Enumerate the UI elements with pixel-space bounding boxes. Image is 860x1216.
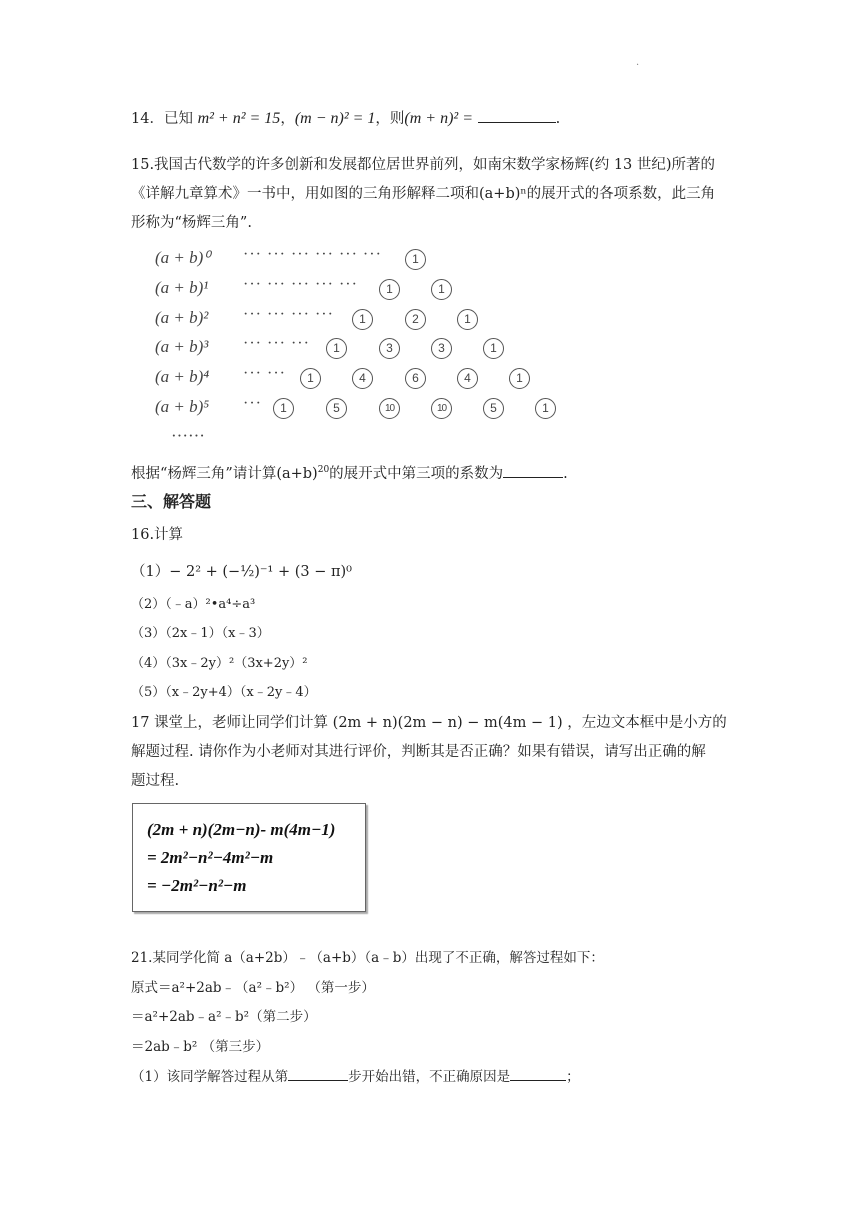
- q21-line-1: 21.某同学化简 a（a+2b）﹣（a+b）（a﹣b）出现了不正确，解答过程如下：: [131, 950, 604, 966]
- q17-line-3: 题过程.: [131, 773, 180, 789]
- coefficient-circle: 1: [300, 368, 321, 389]
- coefficient-circle: 1: [273, 398, 294, 419]
- q14-equation-2: (m − n)² = 1: [294, 110, 376, 127]
- solution-line: = 2m²−n²−4m²−m: [147, 848, 274, 867]
- triangle-ellipsis: ······: [171, 426, 205, 445]
- solution-textbox: [132, 803, 366, 912]
- triangle-row-label: (a + b)¹: [155, 278, 209, 297]
- q17-line-2: 解题过程. 请你作为小老师对其进行评价，判断其是否正确？如果有错误，请写出正确的解: [131, 744, 706, 760]
- coefficient-circle: 4: [457, 368, 478, 389]
- triangle-row-label: (a + b)⁵: [155, 397, 210, 416]
- q15-question-end: .: [563, 466, 568, 482]
- q14-separator-2: ，则: [375, 111, 405, 127]
- coefficient-circle: 10: [379, 398, 400, 419]
- q14-end: .: [555, 111, 561, 127]
- question-14: [131, 108, 560, 129]
- q21-line-5-mid: 步开始出错，不正确原因是: [348, 1069, 511, 1085]
- page-mark: ·: [636, 60, 640, 71]
- q16-item-5: （5）（x﹣2y+4）（x﹣2y﹣4）: [131, 685, 317, 700]
- coefficient-circle: 3: [379, 338, 400, 359]
- q15-line-2: 《详解九章算术》一书中，用如图的三角形解释二项和(a+b)ⁿ的展开式的各项系数，此三角: [131, 186, 716, 202]
- q16-item-3: （3）（2x﹣1）（x﹣3）: [131, 626, 270, 641]
- q16-item-1: （1）− 2² + (−½)⁻¹ + (3 − π)⁰: [131, 564, 352, 580]
- coefficient-circle: 6: [405, 368, 426, 389]
- coefficient-circle: 5: [483, 398, 504, 419]
- q15-question-pre: 根据“杨辉三角”请计算(a+b): [131, 466, 318, 482]
- q21-step-blank: [288, 1066, 348, 1081]
- coefficient-circle: 5: [326, 398, 347, 419]
- triangle-row-label: (a + b)³: [155, 337, 209, 356]
- q17-line-1: 17 课堂上，老师让同学们计算 (2m + n)(2m − n) − m(4m − 1) ，左边文本框中是小方的: [131, 715, 727, 731]
- coefficient-circle: 1: [352, 309, 373, 330]
- coefficient-circle: 2: [405, 309, 426, 330]
- q15-line-1: 15.我国古代数学的许多创新和发展都位居世界前列，如南宋数学家杨辉(约 13 世纪)所著的: [131, 157, 716, 173]
- coefficient-circle: 4: [352, 368, 373, 389]
- q21-line-5-end: ；: [566, 1069, 580, 1085]
- coefficient-circle: 1: [405, 249, 426, 270]
- triangle-row-label: (a + b)²: [155, 308, 209, 327]
- solution-line: (2m + n)(2m−n)- m(4m−1): [147, 820, 336, 839]
- q15-question: [131, 463, 568, 484]
- triangle-row-dots: ··· ··· ···: [243, 335, 310, 352]
- q14-equation-3: (m + n)² =: [404, 110, 474, 127]
- triangle-row-label: (a + b)⁰: [155, 248, 211, 267]
- coefficient-circle: 10: [431, 398, 452, 419]
- q14-prefix: 14．已知: [131, 111, 193, 127]
- q21-line-2: 原式＝a²+2ab﹣（a²﹣b²） （第一步）: [131, 980, 375, 996]
- triangle-row-dots: ···: [243, 395, 262, 412]
- coefficient-circle: 1: [457, 309, 478, 330]
- coefficient-circle: 1: [509, 368, 530, 389]
- coefficient-circle: 3: [431, 338, 452, 359]
- solution-line: = −2m²−n²−m: [147, 876, 247, 895]
- q21-line-5-pre: （1）该同学解答过程从第: [131, 1069, 289, 1085]
- coefficient-circle: 1: [379, 279, 400, 300]
- q15-answer-blank: [503, 463, 563, 478]
- q21-reason-blank: [510, 1066, 566, 1081]
- triangle-row-dots: ··· ··· ··· ···: [243, 306, 334, 323]
- triangle-row-dots: ··· ··· ··· ··· ··· ···: [243, 246, 382, 263]
- coefficient-circle: 1: [535, 398, 556, 419]
- triangle-row-label: (a + b)⁴: [155, 367, 210, 386]
- q21-line-3: ＝a²+2ab﹣a²﹣b²（第二步）: [131, 1009, 317, 1025]
- triangle-row-dots: ··· ··· ··· ··· ···: [243, 276, 358, 293]
- q16-item-2: （2）（﹣a）²•a⁴÷a³: [131, 597, 256, 612]
- q14-equation-1: m² + n² = 15: [197, 110, 281, 127]
- q15-question-exponent: 20: [317, 465, 330, 476]
- coefficient-circle: 1: [431, 279, 452, 300]
- q14-separator-1: ，: [280, 111, 295, 127]
- q15-question-post: 的展开式中第三项的系数为: [329, 466, 504, 482]
- q16-title: 16.计算: [131, 527, 184, 543]
- q15-line-3: 形称为“杨辉三角”.: [131, 215, 252, 231]
- q21-line-5: [131, 1066, 580, 1087]
- q16-item-4: （4）（3x﹣2y）²（3x+2y）²: [131, 656, 308, 671]
- coefficient-circle: 1: [483, 338, 504, 359]
- triangle-row-dots: ··· ···: [243, 365, 286, 382]
- q21-line-4: ＝2ab﹣b² （第三步）: [131, 1039, 270, 1055]
- coefficient-circle: 1: [326, 338, 347, 359]
- section-heading: 三、解答题: [131, 492, 212, 511]
- q14-answer-blank: [478, 108, 556, 123]
